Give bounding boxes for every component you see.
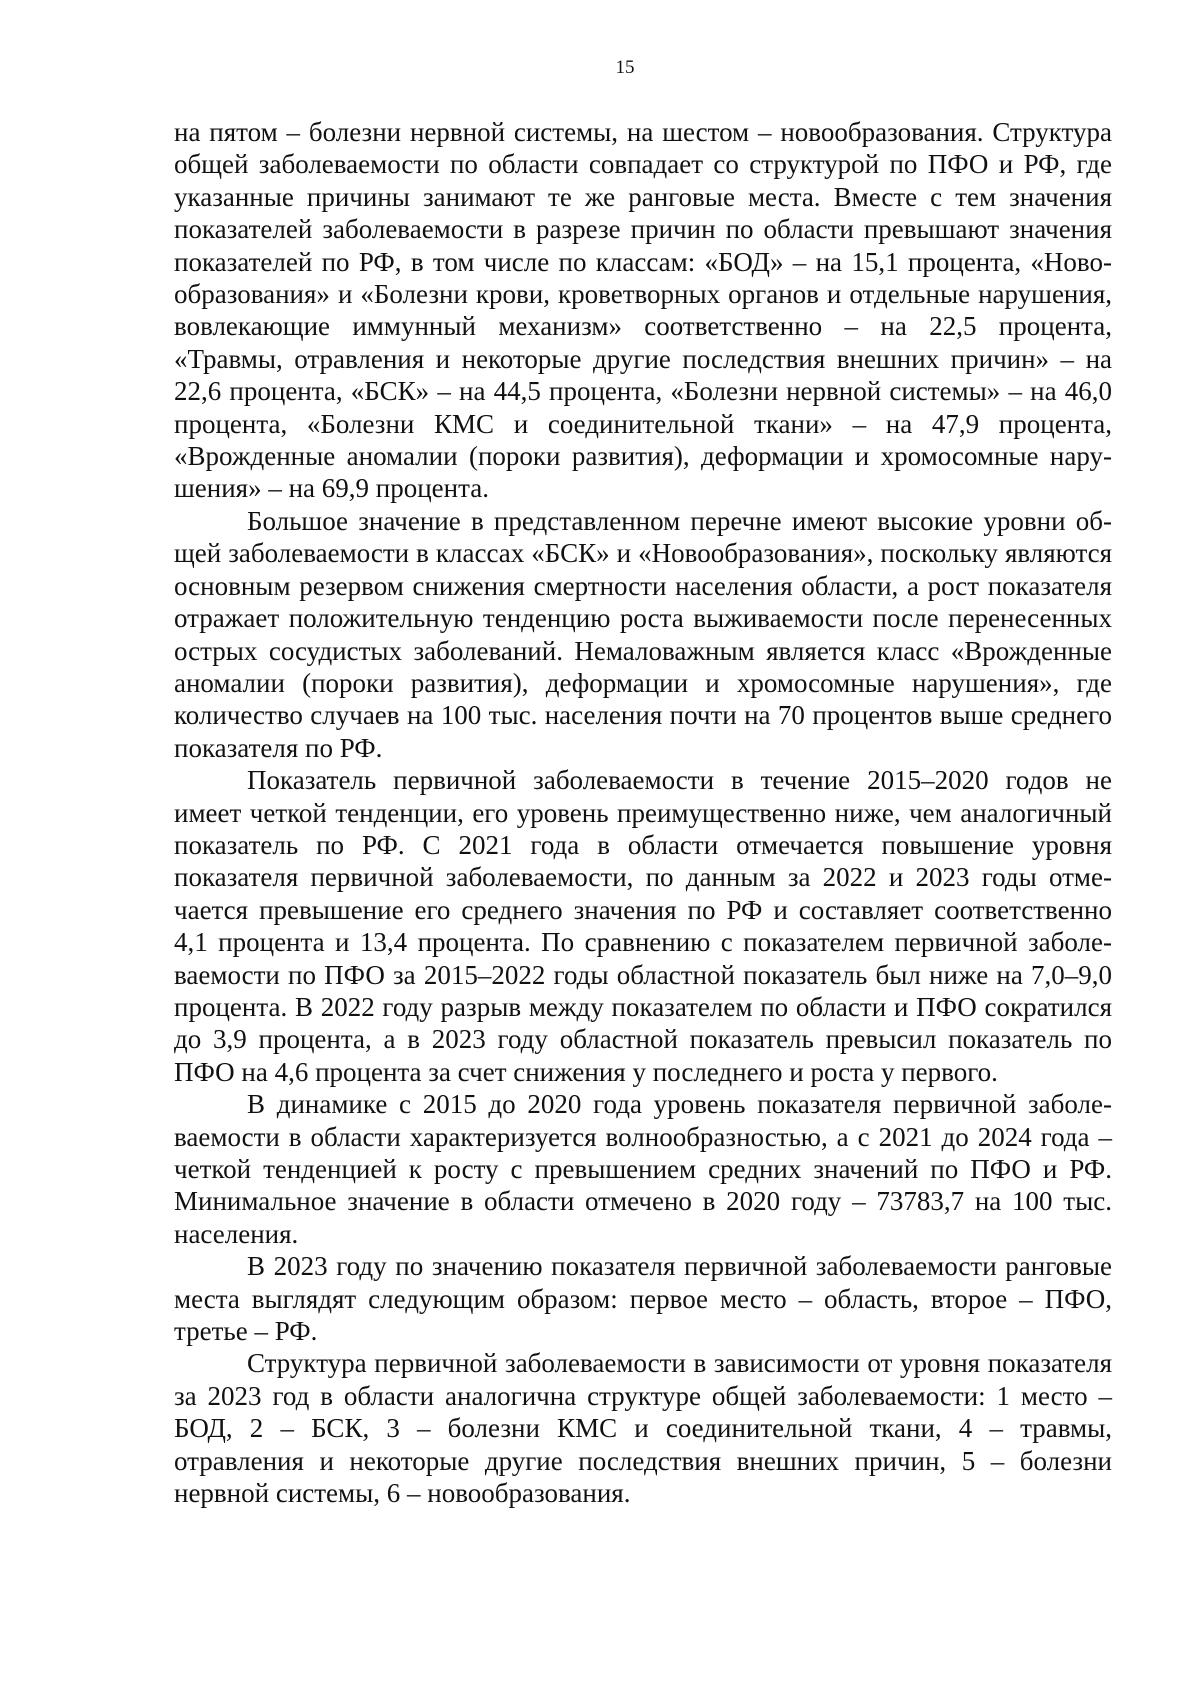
paragraph-4: В динамике с 2015 до 2020 года уровень показателя первичной заболеваемости в области характеризуется волнообразностью, а с 2021 до 2024 года – четкой тенденцией к росту с превышением средних значений по ПФО и РФ. Минимальное значение в области отмечено в 2020 году – 73783,7 на 100 тыс. населения. [174,1089,1112,1249]
paragraph-1: на пятом – болезни нервной системы, на шестом – новообразования. Структура общей заболеваемости по области совпадает со структурой по ПФО и РФ, где указанные причины занимают те же ранговые места. Вместе с тем значения показателей заболеваемости в разрезе причин по области превышают значения показателей по РФ, в том числе по классам: «БОД» – на 15,1 процента, «Новообразования» и «Болезни крови, кроветворных органов и отдельные нарушения, вовлекающие иммунный механизм» соответственно – на 22,5 процента, «Травмы, отравления и некоторые другие последствия внешних причин» – на 22,6 процента, «БСК» – на 44,5 процента, «Болезни нервной системы» – на 46,0 процента, «Болезни КМС и соединительной ткани» – на 47,9 процента, «Врожденные аномалии (пороки развития), деформации и хромосомные нарушения» – на 69,9 процента. [174,117,1112,504]
paragraph-6: Структура первичной заболеваемости в зависимости от уровня показателя за 2023 год в области аналогична структуре общей заболеваемости: 1 место – БОД, 2 – БСК, 3 – болезни КМС и соединительной ткани, 4 – травмы, отравления и некоторые другие последствия внешних причин, 5 – болезни нервной системы, 6 – новообразования. [174,1348,1112,1509]
paragraph-3: Показатель первичной заболеваемости в течение 2015–2020 годов не имеет четкой тенденции, его уровень преимущественно ниже, чем аналогичный показатель по РФ. С 2021 года в области отмечается повышение уровня показателя первичной заболеваемости, по данным за 2022 и 2023 годы отмечается превышение его среднего значения по РФ и составляет соответственно 4,1 процента и 13,4 процента. По сравнению с показателем первичной заболеваемости по ПФО за 2015–2022 годы областной показатель был ниже на 7,0–9,0 процента. В 2022 году разрыв между показателем по области и ПФО сократился до 3,9 процента, а в 2023 году областной показатель превысил показатель по ПФО на 4,6 процента за счет снижения у последнего и роста у первого. [174,765,1112,1087]
paragraph-2: Большое значение в представленном перечне имеют высокие уровни общей заболеваемости в классах «БСК» и «Новообразования», поскольку являются основным резервом снижения смертности населения области, а рост показателя отражает положительную тенденцию роста выживаемости после перенесенных острых сосудистых заболеваний. Немаловажным является класс «Врожденные аномалии (пороки развития), деформации и хромосомные нарушения», где количество случаев на 100 тыс. населения почти на 70 процентов выше среднего показателя по РФ. [174,505,1112,763]
document-body [174,116,1112,1509]
paragraph-5: В 2023 году по значению показателя первичной заболеваемости ранговые места выглядят следующим образом: первое место – область, второе – ПФО, третье – РФ. [174,1251,1112,1347]
page-number: 15 [615,57,635,78]
